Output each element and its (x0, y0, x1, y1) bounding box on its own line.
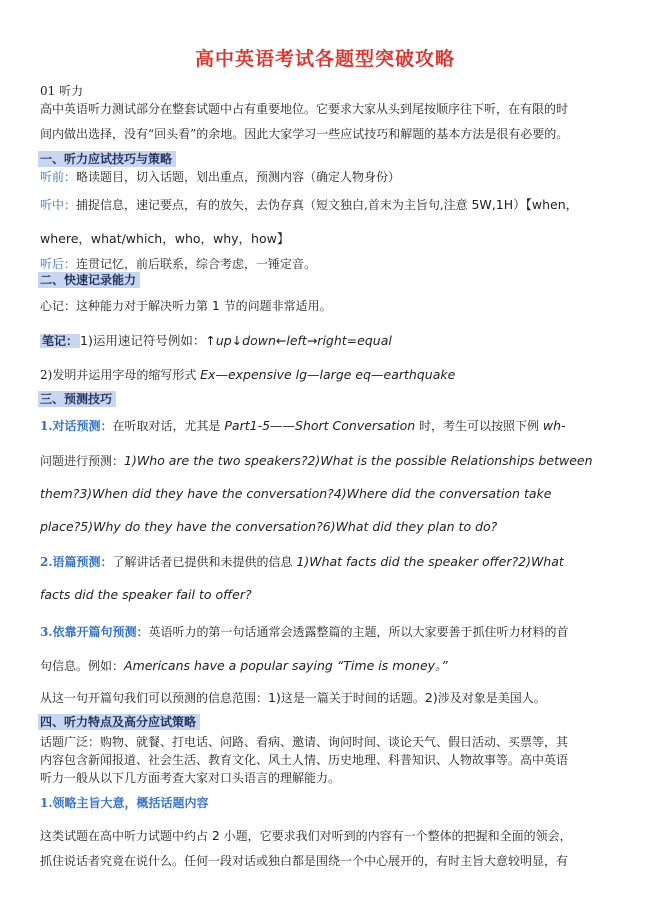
heading-strategies: 一、听力应试技巧与策略 (38, 151, 176, 167)
features-line-3: 听力一般从以下几方面考查大家对口头语言的理解能力。 (40, 771, 341, 785)
discourse-prediction-text: 了解讲话者已提供和未提供的信息 (112, 555, 293, 569)
heading-prediction: 三、预测技巧 (38, 391, 116, 407)
abbreviation-examples: Ex—expensive lg—large eq—earthquake (200, 367, 456, 382)
dialogue-prediction-line-2 (40, 452, 614, 469)
section-label-listening: 01 听力 (40, 84, 84, 98)
dialogue-prediction-text-c: 时，考生可以按照下例 (419, 419, 540, 433)
before-listening-line (40, 168, 614, 185)
abbreviation-line (40, 366, 614, 383)
during-listening-wh-words: where，what/which，who，why，how】 (40, 231, 290, 246)
heading-features: 四、听力特点及高分应试策略 (38, 714, 200, 730)
main-idea-text-b: 小题，它要求我们对听到的内容有一个整体的把握和全面的领会， (223, 829, 572, 843)
notes-line (40, 331, 614, 349)
heading-note-taking: 二、快速记录能力 (38, 272, 140, 288)
dialogue-prediction-intro: 问题进行预测： (40, 454, 125, 468)
memory-line (40, 297, 614, 314)
main-idea-number: 2 (211, 828, 220, 843)
during-listening-text: 捕捉信息，速记要点，有的放矢，去伪存真（短文独白,首末为主旨句,注意 (76, 198, 468, 212)
opening-prediction-topic: 这是一篇关于时间的话题。 (280, 691, 425, 705)
opening-prediction-label: 3.依靠开篇句预测： (40, 625, 149, 639)
opening-prediction-example-label: 句信息。例如： (40, 659, 125, 673)
subheading-main-idea: 1.领略主旨大意，概括话题内容 (40, 796, 209, 810)
opening-prediction-line-1 (40, 623, 614, 640)
discourse-prediction-line-2: facts did the speaker fail to offer? (40, 587, 252, 602)
notes-symbols: ↑up↓down←left→right=equal (205, 333, 392, 348)
features-line-1: 话题广泛：购物、就餐、打电话、问路、看病、邀请、询问时间、谈论天气、假日活动、买票等，其 (40, 735, 569, 749)
dialogue-prediction-label: 1.对话预测： (40, 419, 113, 433)
before-listening-label: 听前： (40, 170, 77, 184)
opening-prediction-range: 从这一句开篇句我们可以预测的信息范围： (40, 691, 269, 705)
during-listening-line (40, 195, 614, 213)
notes-text: 1)运用速记符号例如： (80, 333, 206, 348)
opening-prediction-n2: 2) (424, 690, 438, 705)
memory-number: 1 (211, 298, 220, 313)
opening-prediction-text: 英语听力的第一句话通常会透露整篇的主题，所以大家要善于抓住听力材料的首 (148, 625, 569, 639)
after-listening-line (40, 255, 614, 272)
memory-tail: 节的问题非常适用。 (223, 299, 332, 313)
during-listening-label: 听中： (40, 198, 77, 212)
opening-prediction-subject: 涉及对象是美国人。 (437, 691, 546, 705)
dialogue-prediction-q1: 1)Who are the two speakers?2)What is the possible Relationships between (124, 453, 593, 468)
dialogue-prediction-line-4: place?5)Why do they have the conversation?6)What did they plan to do? (40, 519, 498, 534)
document-title: 高中英语考试各题型突破攻略 (194, 48, 455, 70)
main-idea-line-1 (40, 827, 614, 844)
before-listening-text: 略读题目，切入话题，划出重点，预测内容（确定人物身份） (76, 170, 401, 184)
main-idea-text-a: 这类试题在高中听力试题中约占 (40, 829, 209, 843)
dialogue-prediction-line-3: them?3)When did they have the conversation?4)Where did the conversation take (40, 486, 552, 501)
opening-prediction-n1: 1) (268, 690, 281, 705)
intro-line-2: 间内做出选择，没有“回头看”的余地。因此大家学习一些应试技巧和解题的基本方法是很有必要的。 (40, 127, 569, 141)
discourse-prediction-label: 2.语篇预测： (40, 555, 113, 569)
main-idea-line-2: 抓住说话者究竟在说什么。任何一段对话或独白都是围绕一个中心展开的，有时主旨大意较明显，有 (40, 854, 569, 868)
abbreviation-text: 2)发明并运用字母的缩写形式 (40, 368, 197, 382)
opening-prediction-line-3 (40, 689, 614, 706)
discourse-prediction-line-1 (40, 553, 614, 570)
dialogue-prediction-part: Part1-5——Short Conversation (224, 418, 416, 433)
memory-text: 心记：这种能力对于解决听力第 (40, 299, 209, 313)
notes-label: 笔记： (42, 334, 79, 348)
discourse-prediction-q1: 1)What facts did the speaker offer?2)What (296, 554, 564, 569)
after-listening-label: 听后： (40, 257, 77, 271)
during-listening-5w: 5W,1H）【when， (471, 197, 579, 212)
dialogue-prediction-line-1 (40, 417, 614, 434)
dialogue-prediction-text-a: 在听取对话，尤其是 (112, 419, 221, 433)
intro-line-1: 高中英语听力测试部分在整套试题中占有重要地位。它要求大家从头到尾按顺序往下听，在有限的时 (40, 102, 569, 116)
features-line-2: 内容包含新闻报道、社会生活、教育文化、风土人情、历史地理、科普知识、人物故事等。高中英语 (40, 753, 569, 767)
dialogue-prediction-wh: wh- (542, 418, 566, 433)
opening-prediction-line-2 (40, 656, 614, 674)
opening-prediction-example: Americans have a popular saying “Time is money。” (124, 658, 448, 673)
after-listening-text: 连贯记忆，前后联系，综合考虑，一锤定音。 (76, 257, 317, 271)
